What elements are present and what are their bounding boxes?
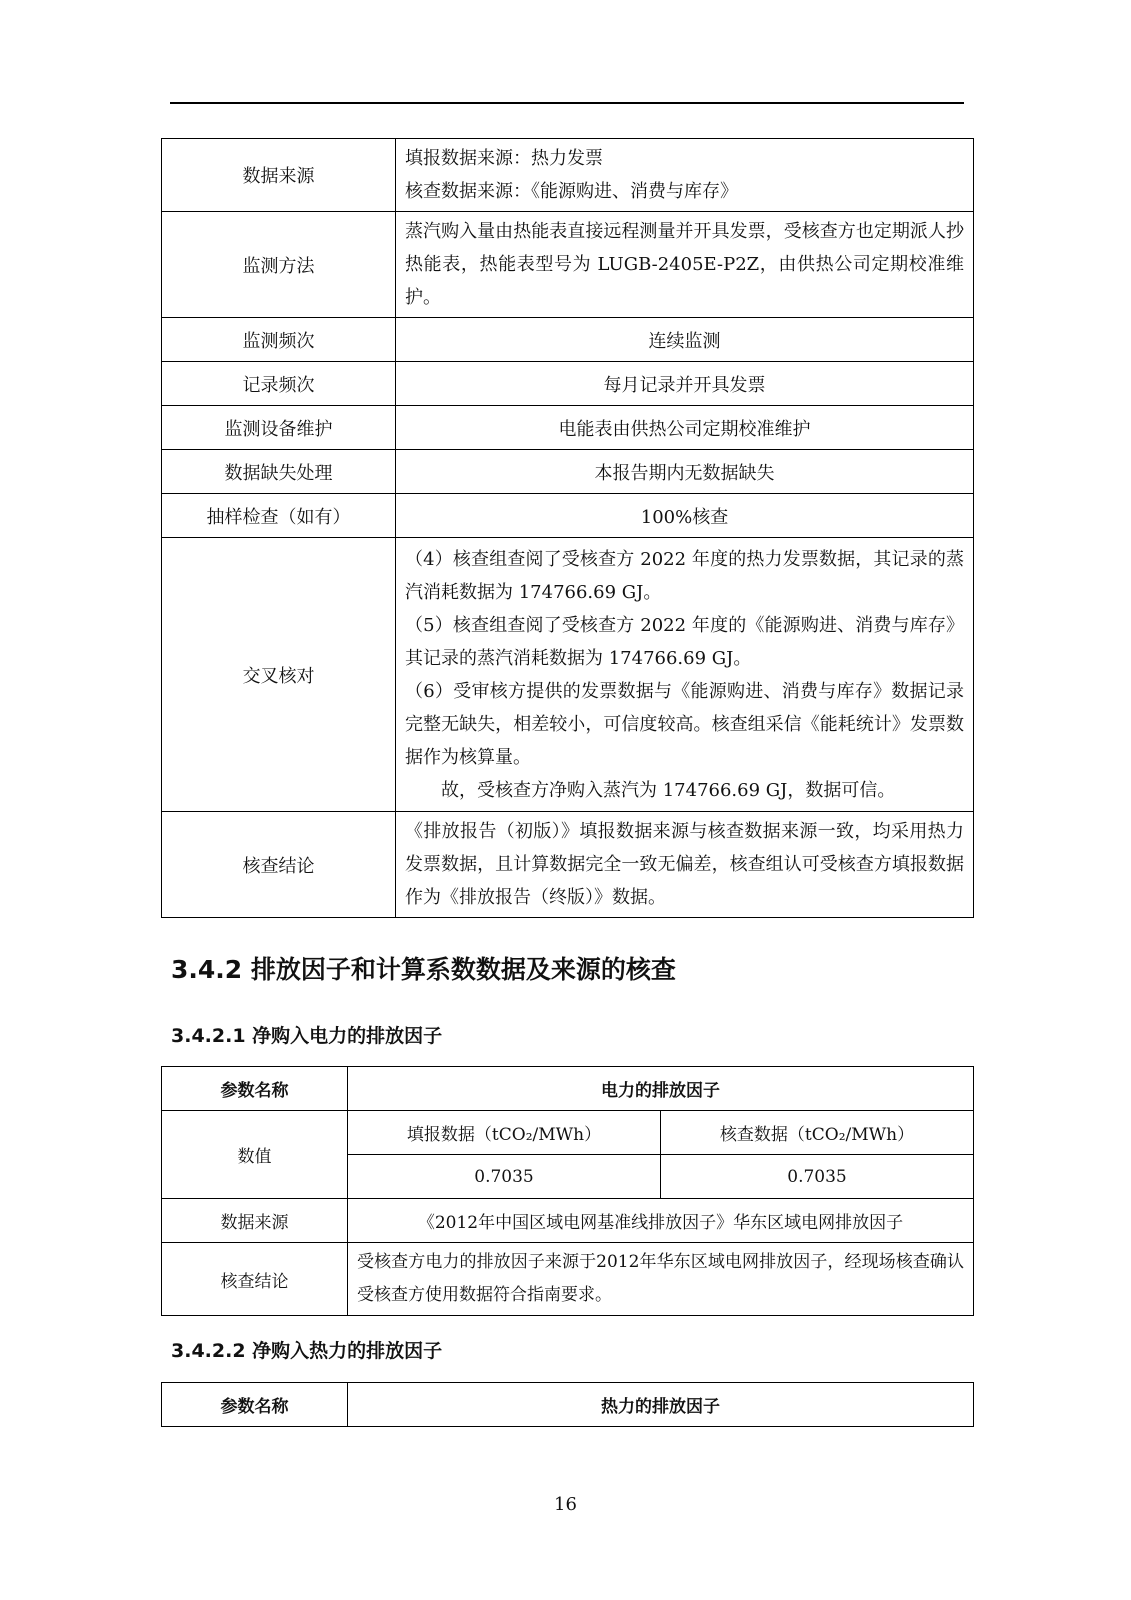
subsection-heading-electricity: 3.4.2.1 净购入电力的排放因子 (171, 1025, 443, 1047)
row-value: 每月记录并开具发票 (396, 362, 974, 406)
row-value (396, 139, 974, 212)
table-row (162, 406, 974, 450)
param-label: 参数名称 (162, 1067, 348, 1111)
row-label: 记录频次 (162, 362, 396, 406)
electricity-factor-table (161, 1066, 974, 1316)
param-value: 电力的排放因子 (348, 1067, 974, 1111)
reported-source: 填报数据来源：热力发票 (405, 148, 603, 169)
reported-value: 0.7035 (348, 1155, 661, 1199)
cross-check-para: （5）核查组查阅了受核查方 2022 年度的《能源购进、消费与库存》其记录的蒸汽消耗数据为 174766.69 GJ。 (405, 614, 964, 669)
cross-check-para: （4）核查组查阅了受核查方 2022 年度的热力发票数据，其记录的蒸汽消耗数据为 174766.69 GJ。 (405, 548, 964, 603)
verified-value: 0.7035 (661, 1155, 974, 1199)
table-row (162, 362, 974, 406)
table-row (162, 1383, 974, 1427)
table-row (162, 494, 974, 538)
row-label: 数据来源 (162, 139, 396, 212)
table-row (162, 1067, 974, 1111)
table-row (162, 450, 974, 494)
table-row (162, 139, 974, 212)
table-row (162, 538, 974, 812)
verified-source: 核查数据来源：《能源购进、消费与库存》 (405, 181, 738, 202)
header-rule (170, 102, 964, 104)
row-value: 《排放报告（初版）》填报数据来源与核查数据来源一致，均采用热力发票数据，且计算数据完全一致无偏差，核查组认可受核查方填报数据作为《排放报告（终版）》数据。 (396, 812, 974, 918)
table-row (162, 1111, 974, 1155)
row-value: 100%核查 (396, 494, 974, 538)
verified-head: 核查数据（tCO₂/MWh） (661, 1111, 974, 1155)
row-label: 核查结论 (162, 812, 396, 918)
value-label: 数值 (162, 1111, 348, 1199)
conclusion-value: 受核查方电力的排放因子来源于2012年华东区域电网排放因子，经现场核查确认受核查方使用数据符合指南要求。 (348, 1243, 974, 1316)
param-value: 热力的排放因子 (348, 1383, 974, 1427)
row-value (396, 538, 974, 812)
row-label: 监测方法 (162, 212, 396, 318)
row-label: 监测设备维护 (162, 406, 396, 450)
steam-data-table (161, 138, 974, 918)
source-value: 《2012年中国区域电网基准线排放因子》华东区域电网排放因子 (348, 1199, 974, 1243)
source-label: 数据来源 (162, 1199, 348, 1243)
row-label: 数据缺失处理 (162, 450, 396, 494)
table-row (162, 212, 974, 318)
table-row (162, 1199, 974, 1243)
subsection-heading-heat: 3.4.2.2 净购入热力的排放因子 (171, 1340, 443, 1362)
table-row (162, 812, 974, 918)
section-heading: 3.4.2 排放因子和计算系数数据及来源的核查 (171, 955, 676, 984)
row-value: 电能表由供热公司定期校准维护 (396, 406, 974, 450)
row-value: 蒸汽购入量由热能表直接远程测量并开具发票，受核查方也定期派人抄热能表，热能表型号为 LUGB-2405E-P2Z，由供热公司定期校准维护。 (396, 212, 974, 318)
cross-check-para: （6）受审核方提供的发票数据与《能源购进、消费与库存》数据记录完整无缺失，相差较小，可信度较高。核查组采信《能耗统计》发票数据作为核算量。 (405, 680, 964, 768)
table-row (162, 1243, 974, 1316)
page-number: 16 (554, 1494, 577, 1515)
table-row (162, 318, 974, 362)
row-value: 本报告期内无数据缺失 (396, 450, 974, 494)
heat-factor-table (161, 1382, 974, 1427)
param-label: 参数名称 (162, 1383, 348, 1427)
row-value: 连续监测 (396, 318, 974, 362)
row-label: 抽样检查（如有） (162, 494, 396, 538)
conclusion-label: 核查结论 (162, 1243, 348, 1316)
row-label: 监测频次 (162, 318, 396, 362)
reported-head: 填报数据（tCO₂/MWh） (348, 1111, 661, 1155)
cross-check-para: 故，受核查方净购入蒸汽为 174766.69 GJ，数据可信。 (441, 779, 896, 801)
row-label: 交叉核对 (162, 538, 396, 812)
